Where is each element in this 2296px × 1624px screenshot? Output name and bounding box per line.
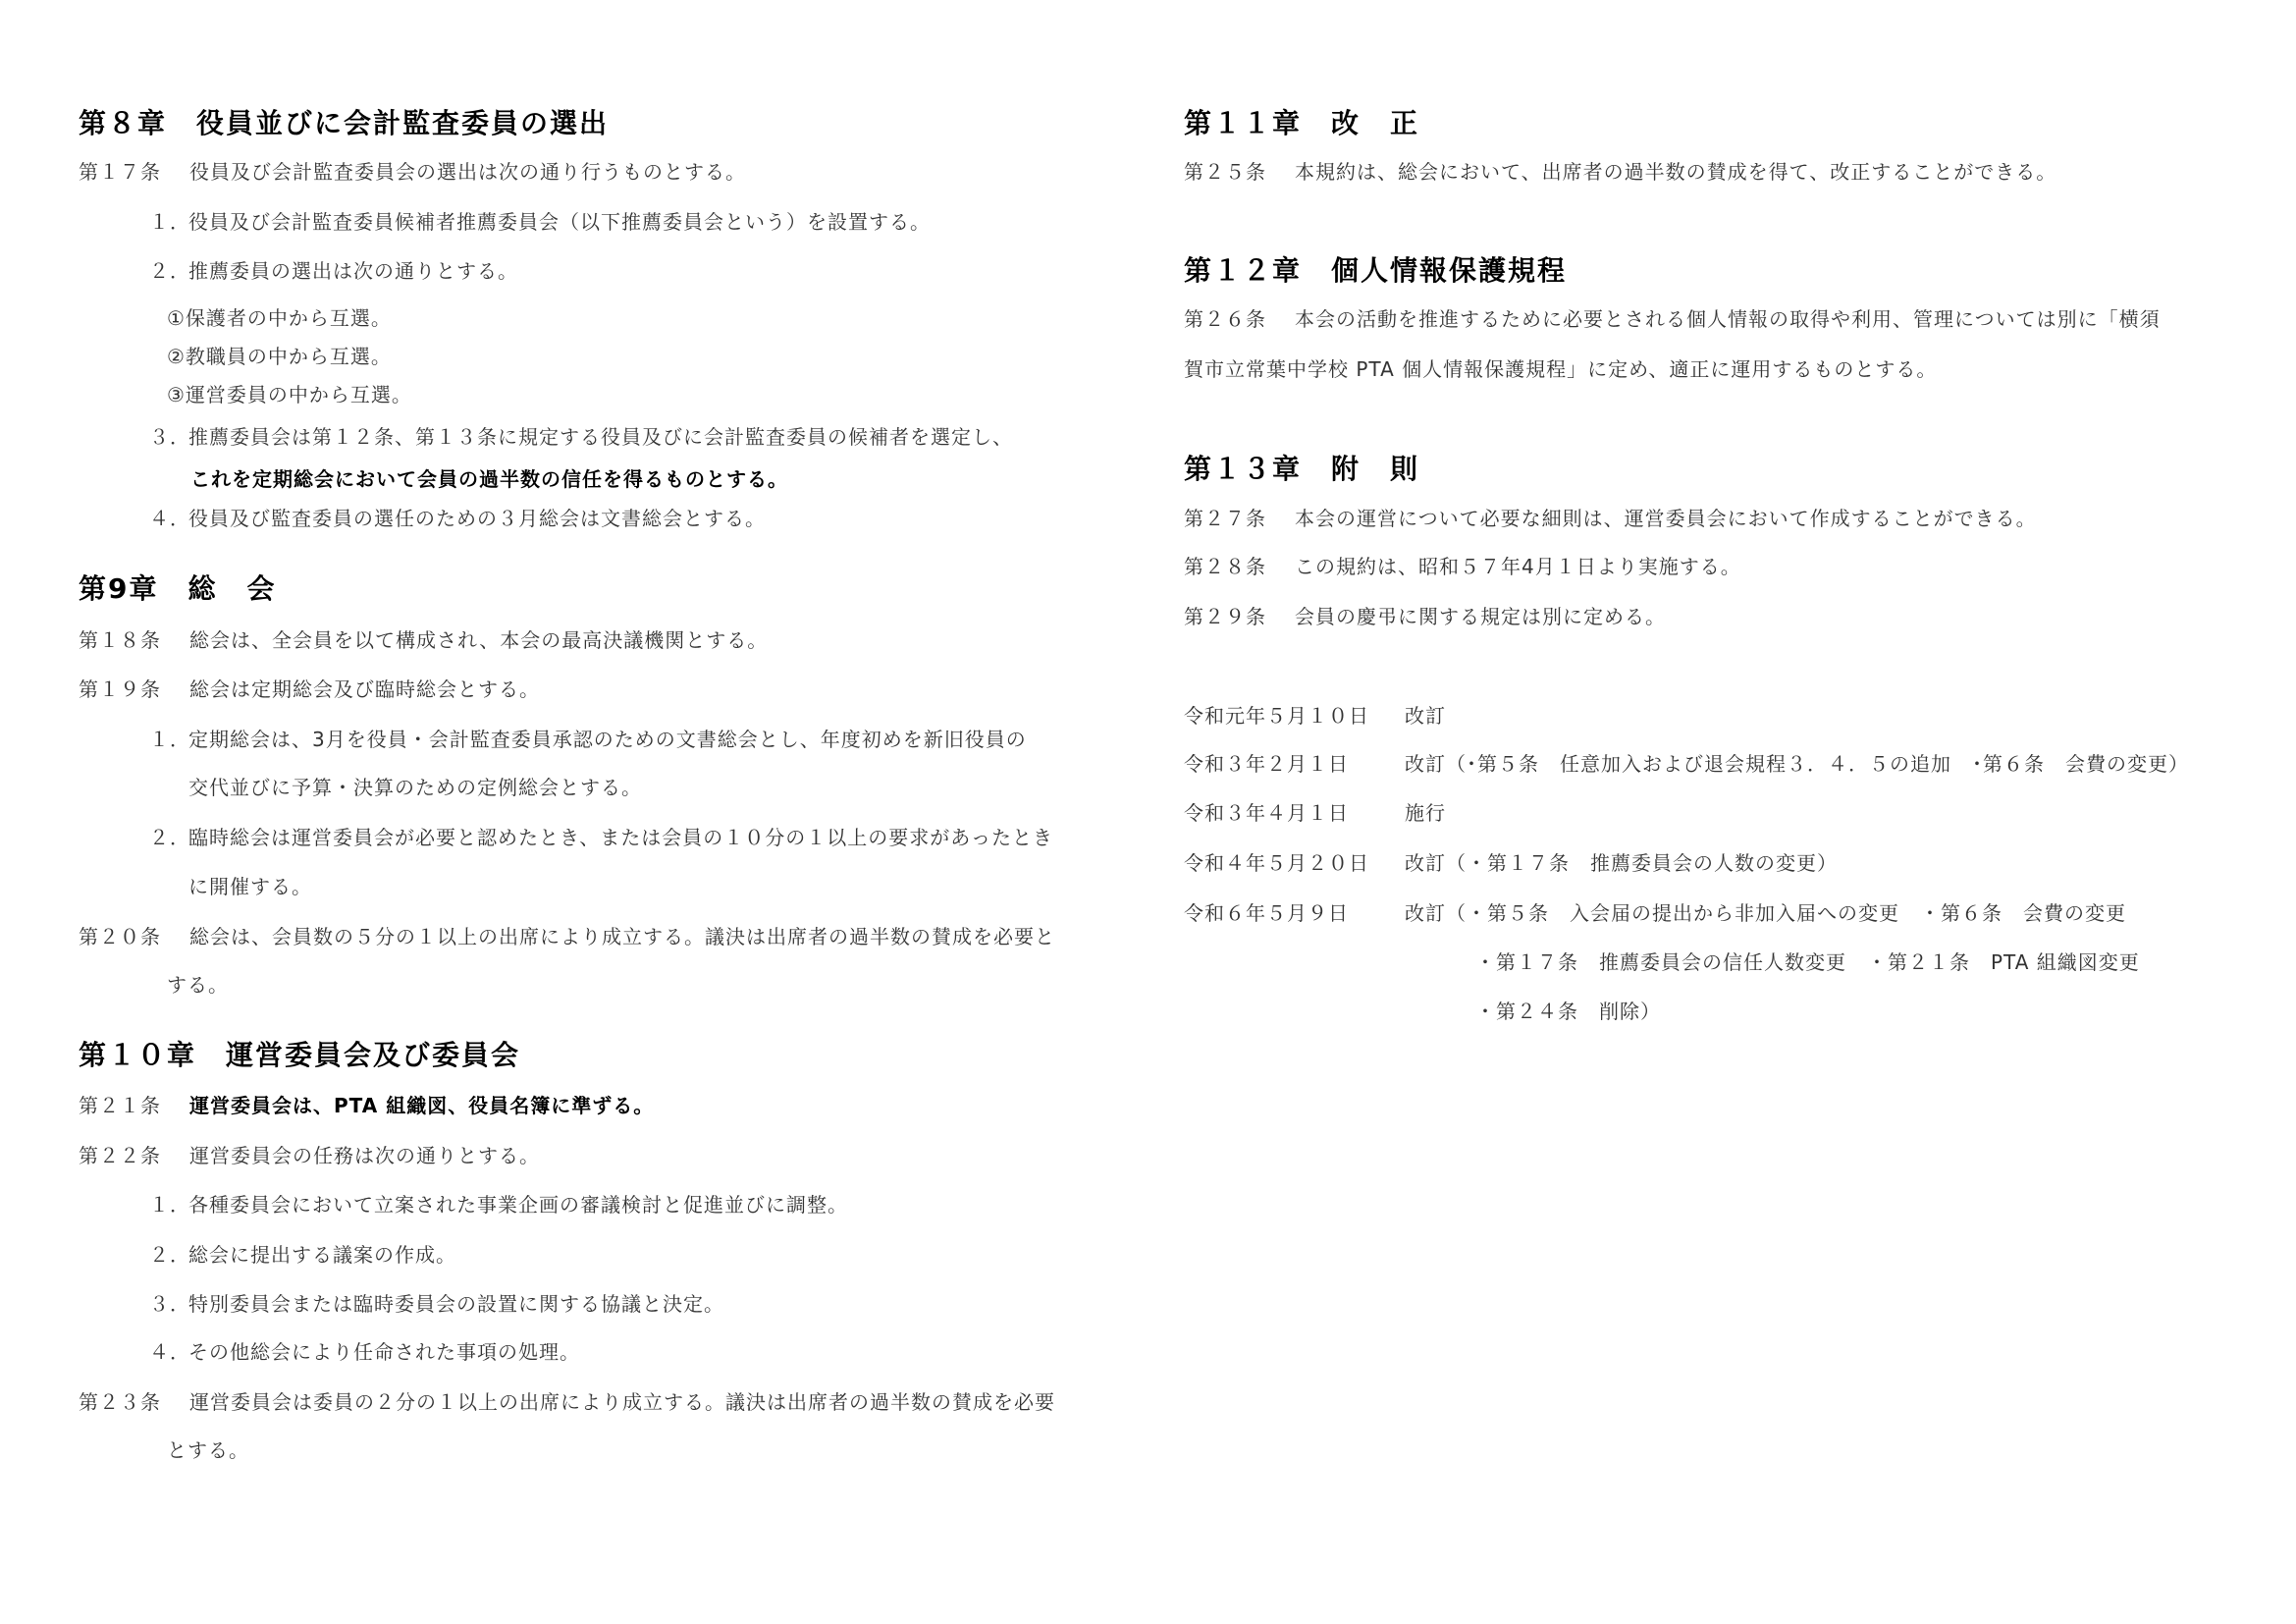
chapter-10-heading: 第１０章 運営委員会及び委員会 xyxy=(79,1039,521,1071)
item-text: 役員及び会計監査委員候補者推薦委員会（以下推薦委員会という）を設置する。 xyxy=(188,210,931,234)
chapter-12-heading: 第１２章 個人情報保護規程 xyxy=(1184,254,1568,287)
item-continuation-bold: これを定期総会において会員の過半数の信任を得るものとする。 xyxy=(190,467,788,491)
item-number: ４． xyxy=(149,507,190,530)
article-continuation: 賀市立常葉中学校 PTA 個人情報保護規程」に定め、適正に運用するものとする。 xyxy=(1184,357,1938,381)
article-label: 第２９条 xyxy=(1184,605,1266,628)
article-text: 役員及び会計監査委員会の選出は次の通り行うものとする。 xyxy=(189,160,746,184)
article-label: 第２２条 xyxy=(79,1144,161,1167)
article-text: 会員の慶弔に関する規定は別に定める。 xyxy=(1295,605,1666,628)
item-text: 特別委員会または臨時委員会の設置に関する協議と決定。 xyxy=(188,1292,724,1316)
revision-continuation: ・第２４条 削除） xyxy=(1475,1000,1661,1023)
list-item xyxy=(149,506,766,531)
list-item xyxy=(149,209,931,235)
item-number: １． xyxy=(149,210,190,234)
item-text: 推薦委員会は第１２条、第１３条に規定する役員及びに会計監査委員の候補者を選定し、 xyxy=(188,425,1013,449)
article-text: 運営委員会は、PTA 組織図、役員名簿に準ずる。 xyxy=(189,1094,655,1117)
revision-date: 令和３年４月１日 xyxy=(1184,801,1349,825)
article-20 xyxy=(79,924,1055,949)
article-27 xyxy=(1184,506,2037,531)
item-text: 推薦委員の選出は次の通りとする。 xyxy=(188,259,518,283)
revision-entry xyxy=(1184,900,2126,926)
item-number: ２． xyxy=(149,1243,190,1267)
item-number: ３． xyxy=(149,1292,190,1316)
revision-date: 令和３年２月１日 xyxy=(1184,752,1349,776)
list-item xyxy=(149,424,1013,450)
chapter-9-heading: 第9章 総 会 xyxy=(79,572,277,605)
article-label: 第１９条 xyxy=(79,677,161,701)
article-19 xyxy=(79,677,540,702)
article-23 xyxy=(79,1389,1055,1415)
article-text: 本会の運営について必要な細則は、運営委員会において作成することができる。 xyxy=(1295,507,2037,530)
revision-entry xyxy=(1184,850,1838,876)
article-28 xyxy=(1184,554,1741,579)
item-continuation: 交代並びに予算・決算のための定例総会とする。 xyxy=(188,776,642,799)
revision-date: 令和元年５月１０日 xyxy=(1184,704,1369,728)
article-label: 第２３条 xyxy=(79,1390,161,1414)
revision-text: 改訂 xyxy=(1405,704,1446,728)
article-label: 第１８条 xyxy=(79,628,161,652)
article-text: 総会は、全会員を以て構成され、本会の最高決議機関とする。 xyxy=(189,628,769,652)
revision-text: 改訂（･第５条 任意加入および退会規程３．４．５の追加 ･第６条 会費の変更） xyxy=(1405,752,2189,776)
item-continuation: に開催する。 xyxy=(188,875,312,898)
list-item xyxy=(149,1242,456,1268)
sub-item: ②教職員の中から互選。 xyxy=(167,345,392,368)
list-item xyxy=(149,825,1053,850)
article-continuation: する。 xyxy=(167,973,229,997)
article-22 xyxy=(79,1143,540,1168)
revision-continuation: ・第１７条 推薦委員会の信任人数変更 ・第２１条 PTA 組織図変更 xyxy=(1475,950,2140,974)
item-text: その他総会により任命された事項の処理。 xyxy=(188,1340,580,1364)
item-number: ４． xyxy=(149,1340,190,1364)
item-text: 定期総会は、3月を役員・会計監査委員承認のための文書総会とし、年度初めを新旧役員の xyxy=(188,728,1027,751)
article-17 xyxy=(79,159,746,185)
article-29 xyxy=(1184,604,1666,629)
item-number: １． xyxy=(149,1193,190,1217)
article-label: 第２０条 xyxy=(79,925,161,948)
item-number: ３． xyxy=(149,425,190,449)
sub-item: ①保護者の中から互選。 xyxy=(167,306,392,330)
item-number: １． xyxy=(149,728,190,751)
revision-text: 施行 xyxy=(1405,801,1446,825)
article-text: 総会は、会員数の５分の１以上の出席により成立する。議決は出席者の過半数の賛成を必要と xyxy=(189,925,1055,948)
article-label: 第１７条 xyxy=(79,160,161,184)
chapter-11-heading: 第１１章 改 正 xyxy=(1184,107,1420,139)
chapter-8-heading: 第８章 役員並びに会計監査委員の選出 xyxy=(79,107,610,139)
list-item xyxy=(149,1192,848,1218)
list-item xyxy=(149,1291,724,1317)
article-text: 運営委員会の任務は次の通りとする。 xyxy=(189,1144,540,1167)
item-text: 臨時総会は運営委員会が必要と認めたとき、または会員の１０分の１以上の要求があったとき xyxy=(188,826,1053,849)
item-number: ２． xyxy=(149,259,190,283)
sub-item: ③運営委員の中から互選。 xyxy=(167,383,412,406)
article-label: 第２５条 xyxy=(1184,160,1266,184)
revision-date: 令和４年５月２０日 xyxy=(1184,851,1369,875)
article-label: 第２８条 xyxy=(1184,555,1266,578)
article-text: この規約は、昭和５７年4月１日より実施する。 xyxy=(1295,555,1741,578)
article-text: 本会の活動を推進するために必要とされる個人情報の取得や利用、管理については別に「横須 xyxy=(1295,307,2161,331)
list-item xyxy=(149,258,518,284)
article-label: 第２６条 xyxy=(1184,307,1266,331)
revision-date: 令和６年５月９日 xyxy=(1184,901,1349,925)
list-item xyxy=(149,727,1027,752)
article-label: 第２１条 xyxy=(79,1094,161,1117)
article-text: 総会は定期総会及び臨時総会とする。 xyxy=(189,677,540,701)
item-number: ２． xyxy=(149,826,190,849)
revision-entry xyxy=(1184,703,1446,729)
article-21 xyxy=(79,1093,654,1118)
article-continuation: とする。 xyxy=(167,1438,249,1462)
article-text: 運営委員会は委員の２分の１以上の出席により成立する。議決は出席者の過半数の賛成を必要 xyxy=(189,1390,1055,1414)
revision-entry xyxy=(1184,800,1446,826)
article-26 xyxy=(1184,306,2161,332)
article-label: 第２７条 xyxy=(1184,507,1266,530)
item-text: 各種委員会において立案された事業企画の審議検討と促進並びに調整。 xyxy=(188,1193,848,1217)
revision-text: 改訂（・第１７条 推薦委員会の人数の変更） xyxy=(1405,851,1838,875)
chapter-13-heading: 第１３章 附 則 xyxy=(1184,453,1420,485)
revision-entry xyxy=(1184,751,2189,777)
article-25 xyxy=(1184,159,2056,185)
list-item xyxy=(149,1339,580,1365)
item-text: 役員及び監査委員の選任のための３月総会は文書総会とする。 xyxy=(188,507,766,530)
article-text: 本規約は、総会において、出席者の過半数の賛成を得て、改正することができる。 xyxy=(1295,160,2057,184)
item-text: 総会に提出する議案の作成。 xyxy=(188,1243,456,1267)
article-18 xyxy=(79,627,768,653)
revision-text: 改訂（・第５条 入会届の提出から非加入届への変更 ・第６条 会費の変更 xyxy=(1405,901,2126,925)
